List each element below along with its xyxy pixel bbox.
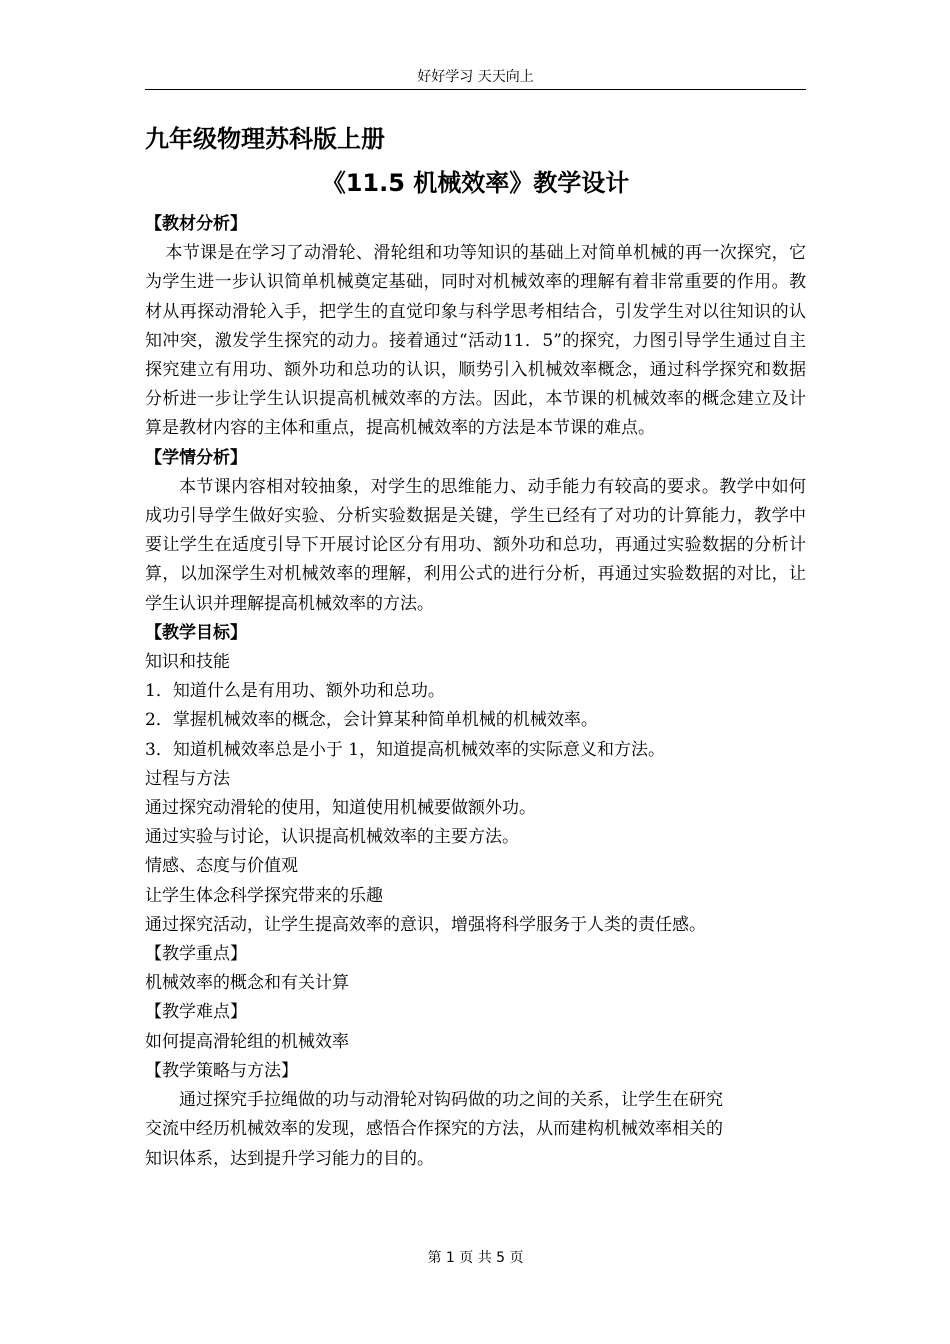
page-footer: 第 1 页 共 5 页 [427,1250,524,1266]
goals-emotion-item: 通过探究活动，让学生提高效率的意识，增强将科学服务于人类的责任感。 [145,914,706,935]
section-heading-students: 【学情分析】 [145,447,247,468]
goals-knowledge-item: 2．掌握机械效率的概念，会计算某种简单机械的机械效率。 [145,710,598,731]
goals-process-item: 通过探究动滑轮的使用，知道使用机械要做额外功。 [145,798,536,819]
goals-process-item: 通过实验与讨论，认识提高机械效率的主要方法。 [145,827,519,848]
section-heading-goals: 【教学目标】 [145,622,247,643]
goals-knowledge-item: 1．知道什么是有用功、额外功和总功。 [145,681,445,702]
goals-knowledge-item: 3．知道机械效率总是小于 1，知道提高机械效率的实际意义和方法。 [145,739,666,760]
strategy-line: 知识体系，达到提升学习能力的目的。 [145,1148,434,1169]
strategy-line: 交流中经历机械效率的发现，感悟合作探究的方法，从而建构机械效率相关的 [145,1119,723,1140]
goals-process-label: 过程与方法 [145,768,230,789]
goals-knowledge-label: 知识和技能 [145,652,230,673]
section-body-students: 本节课内容相对较抽象，对学生的思维能力、动手能力有较高的要求。教学中如何成功引导学生做好实验、分析实验数据是关键，学生已经有了对功的计算能力，教学中要让学生在适度引导下开展讨论区分有用功、额外功和总功，再通过实验数据的分析计算，以加深学生对机械效率的理解，利用公式的进行分析，再通过实验数据的对比，让学生认识并理解提高机械效率的方法。 [145,476,806,614]
section-body-key: 机械效率的概念和有关计算 [145,973,349,994]
section-heading-difficulty: 【教学难点】 [145,1002,247,1023]
section-heading-key: 【教学重点】 [145,944,247,965]
section-body-material: 本节课是在学习了动滑轮、滑轮组和功等知识的基础上对简单机械的再一次探究，它为学生进一步认识简单机械奠定基础，同时对机械效率的理解有着非常重要的作用。教材从再探动滑轮入手，把学生的直觉印象与科学思考相结合，引发学生对以往知识的认知冲突，激发学生探究的动力。接着通过“活动11．5”的探究，力图引导学生通过自主探究建立有用功、额外功和总功的认识，顺势引入机械效率概念，通过科学探究和数据分析进一步让学生认识提高机械效率的方法。因此，本节课的机械效率的概念建立及计算是教材内容的主体和重点，提高机械效率的方法是本节课的难点。 [145,243,806,439]
strategy-line: 通过探究手拉绳做的功与动滑轮对钩码做的功之间的关系，让学生在研究 [179,1090,723,1111]
section-heading-material: 【教材分析】 [145,214,247,234]
goals-emotion-label: 情感、态度与价值观 [145,856,298,877]
header-rule [145,89,806,90]
goals-emotion-item: 让学生体念科学探究带来的乐趣 [145,885,383,906]
document-title-line1: 九年级物理苏科版上册 [145,125,385,153]
section-body-difficulty: 如何提高滑轮组的机械效率 [145,1031,349,1052]
document-body [145,210,806,1174]
section-heading-strategy: 【教学策略与方法】 [145,1060,298,1081]
document-title-line2: 《11.5 机械效率》教学设计 [321,169,630,197]
page-header: 好好学习 天天向上 [417,69,534,85]
